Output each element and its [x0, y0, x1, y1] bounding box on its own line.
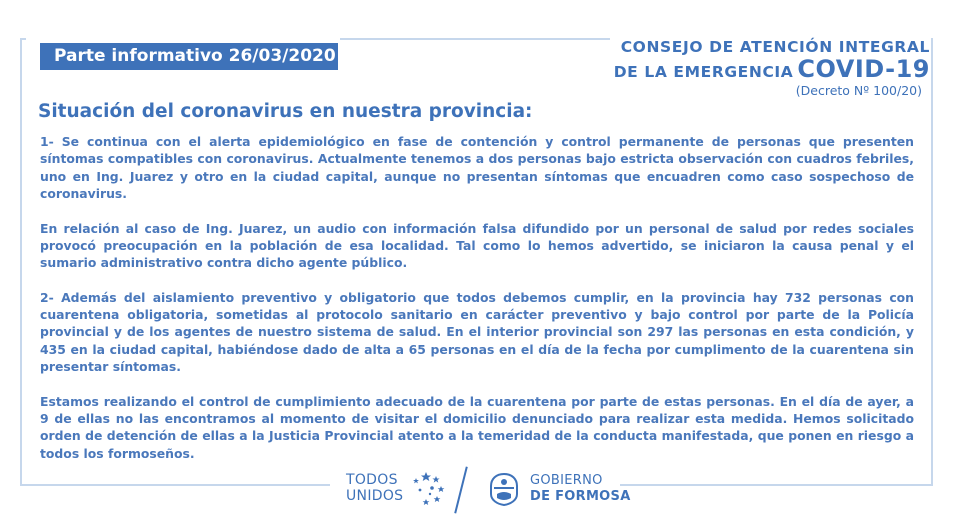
- stars-icon: [406, 470, 446, 506]
- frame-edge: [340, 38, 610, 40]
- report-body: [40, 133, 914, 479]
- paragraph-1: 1- Se continua con el alerta epidemiológico en fase de contención y control permanente de personas que presenten síntomas compatibles con coronavirus. Actualmente tenemos a dos personas bajo estricta observación con cuadros febriles, uno en Ing. Juarez y otro en la ciudad capital, aunque no presentan síntomas que encuadren como caso sospechoso de coronavirus.: [40, 134, 914, 201]
- footer-logos: [340, 464, 630, 514]
- paragraph-3: 2- Además del aislamiento preventivo y obligatorio que todos debemos cumplir, en la provincia hay 732 personas con cuarentena obligatoria, sometidas al protocolo sanitario en carácter preventivo y bajo control por parte de la Policía provincial y de los agentes de nuestro sistema de salud. En el interior provincial son 297 las personas en esta condición, y 435 en la ciudad capital, habiéndose dado de alta a 65 personas en el día de la fecha por cumplimento de la cuarentena sin presentar síntomas.: [40, 289, 914, 375]
- date-banner: Parte informativo 26/03/2020: [40, 43, 338, 70]
- todos-unidos-logo: [346, 472, 403, 504]
- gobierno-formosa-logo: [530, 473, 631, 505]
- footer-divider: [454, 466, 468, 513]
- decree-label: (Decreto Nº 100/20): [795, 83, 922, 98]
- gobierno-line2: DE FORMOSA: [530, 489, 631, 504]
- council-line2-text: DE LA EMERGENCIA: [613, 63, 794, 81]
- covid-label: COVID-19: [797, 55, 930, 83]
- frame-edge: [20, 38, 26, 40]
- gobierno-line1: GOBIERNO: [530, 473, 603, 488]
- todos-line1: TODOS: [346, 472, 398, 488]
- council-line1: CONSEJO DE ATENCIÓN INTEGRAL: [620, 38, 930, 56]
- todos-line2: UNIDOS: [346, 488, 404, 504]
- council-line2: [614, 57, 930, 84]
- paragraph-4: Estamos realizando el control de cumplimiento adecuado de la cuarentena por parte de estas personas. En el día de ayer, a 9 de ellas no las encontramos al momento de visitar el domicilio denunciado para realizar esta medida. Hemos solicitado orden de detención de ellas a la Justicia Provincial atento a la temeridad de la conducta manifestada, que ponen en riesgo a todos los formoseños.: [40, 393, 914, 461]
- paragraph-2: En relación al caso de Ing. Juarez, un audio con información falsa difundido por un personal de salud por redes sociales provocó preocupación en la población de esa localidad. Tal como lo hemos advertido, se iniciaron la causa penal y el sumario administrativo contra dicho agente público.: [40, 220, 914, 271]
- provincial-shield-icon: [488, 472, 520, 506]
- council-title: [614, 37, 930, 98]
- page-title: Situación del coronavirus en nuestra provincia:: [38, 101, 533, 122]
